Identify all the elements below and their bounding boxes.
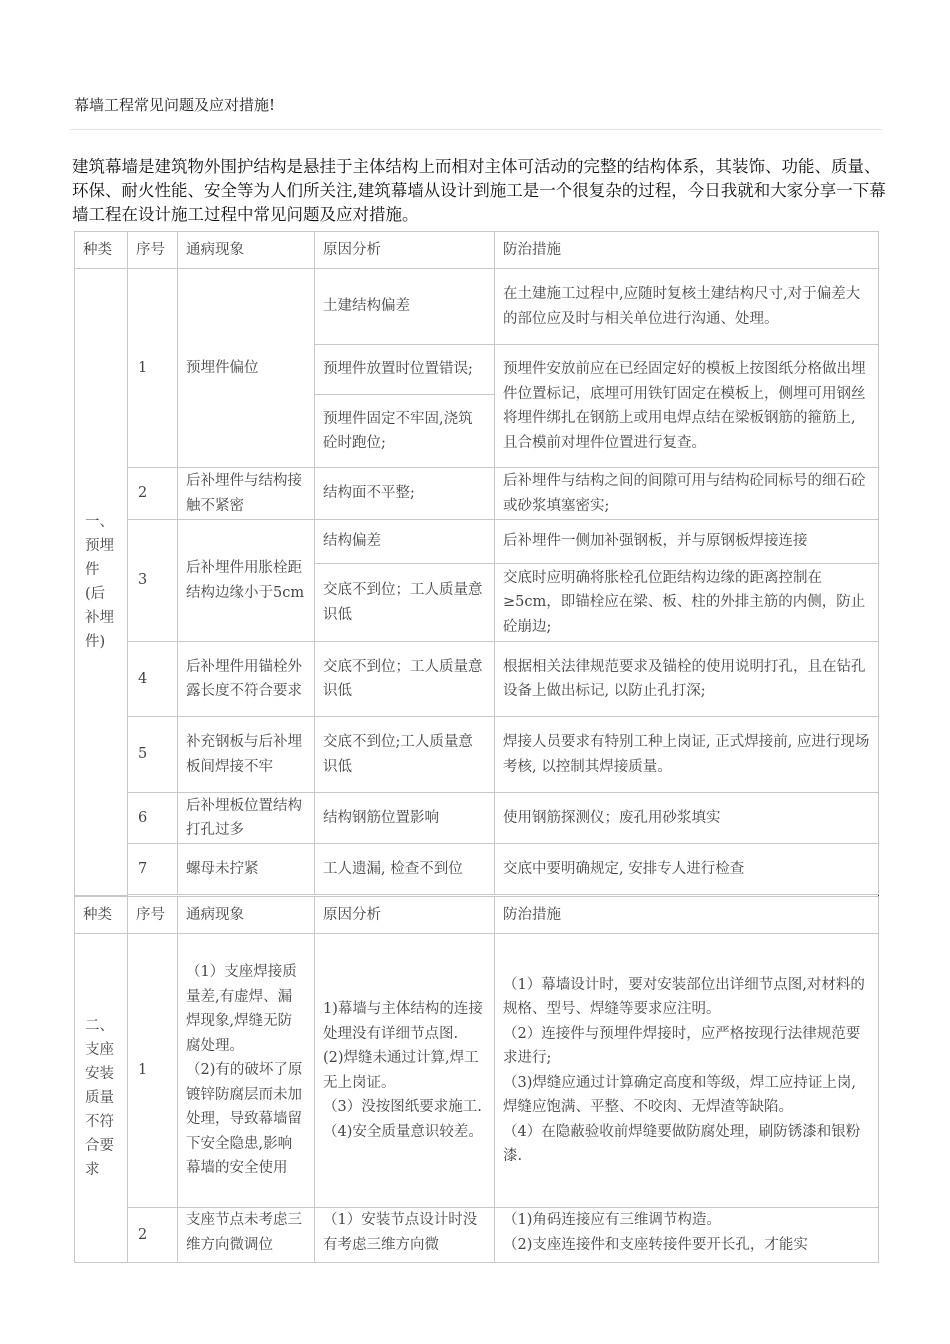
cause-cell: 结构面不平整; (315, 468, 495, 520)
table-header-row (75, 897, 879, 934)
page-title: 幕墙工程常见问题及应对措施! (74, 96, 276, 114)
cause-cell: 预埋件固定不牢固,浇筑砼时跑位; (315, 395, 495, 468)
measure-cell: 后补埋件与结构之间的间隙可用与结构砼同标号的细石砼或砂浆填塞密实; (495, 468, 879, 520)
cause-cell: 交底不到位；工人质量意识低 (315, 564, 495, 642)
table-row (75, 269, 879, 345)
measure-cell: 使用钢筋探测仪；废孔用砂浆填实 (495, 793, 879, 844)
table-row (75, 468, 879, 520)
row-no: 2 (128, 468, 178, 520)
cause-cell: 交底不到位；工人质量意识低 (315, 642, 495, 717)
row-no: 4 (128, 642, 178, 717)
row-no: 5 (128, 717, 178, 793)
cause-cell: 交底不到位;工人质量意识低 (315, 717, 495, 793)
header-category: 种类 (75, 232, 128, 269)
row-no: 2 (128, 1208, 178, 1263)
cause-cell: 工人遗漏, 检查不到位 (315, 844, 495, 895)
header-category: 种类 (75, 897, 128, 934)
measure-cell: 交底中要明确规定, 安排专人进行检查 (495, 844, 879, 895)
intro-paragraph: 建筑幕墙是建筑物外围护结构是悬挂于主体结构上而相对主体可活动的完整的结构体系，其装饰、功能、质量、环保、耐火性能、安全等为人们所关注,建筑幕墙从设计到施工是一个很复杂的过程，今日我就和大家分享一下幕墙工程在设计施工过程中常见问题及应对措施。 (72, 157, 886, 224)
table-row (75, 793, 879, 844)
measure-cell: 后补埋件一侧加补强钢板，并与原钢板焊接连接 (495, 520, 879, 564)
table-row (75, 844, 879, 895)
cause-cell: （1）安装节点设计时没有考虑三维方向微 (315, 1208, 495, 1263)
measure-cell: （1）幕墙设计时，要对安装部位出详细节点图,对材料的规格、型号、焊缝等要求应注明。 （2）连接件与预埋件焊接时，应严格按现行法律规范要求进行; （3)焊缝应通过计算确定高度和等级，焊工应持证上岗,焊缝应饱满、平整、不咬肉、无焊渣等缺陷。 （4）在隐蔽验收前焊缝要做防腐处理，刷防锈漆和银粉漆. (495, 934, 879, 1208)
symptom-cell: 后补埋件用锚栓外露长度不符合要求 (178, 642, 315, 717)
header-cause: 原因分析 (315, 232, 495, 269)
category-cell: 二、支座安装质量不符合要求 (75, 934, 128, 1263)
symptom-cell: 后补埋件与结构接触不紧密 (178, 468, 315, 520)
header-symptom: 通病现象 (178, 232, 315, 269)
measure-cell: （1)角码连接应有三维调节构造。 （2)支座连接件和支座转接件要开长孔，才能实 (495, 1208, 879, 1263)
defects-table-embedded-parts (74, 231, 879, 896)
symptom-cell: 螺母未拧紧 (178, 844, 315, 895)
defects-table-support-installation (74, 896, 879, 1263)
row-no: 3 (128, 520, 178, 642)
header-measure: 防治措施 (495, 897, 879, 934)
measure-cell: 交底时应明确将胀栓孔位距结构边缘的距离控制在≥5cm，即锚栓应在梁、板、柱的外排主筋的内侧，防止砼崩边; (495, 564, 879, 642)
cause-cell: 结构偏差 (315, 520, 495, 564)
cause-cell: 预埋件放置时位置错误; (315, 345, 495, 395)
row-no: 7 (128, 844, 178, 895)
symptom-cell: 支座节点未考虑三维方向微调位 (178, 1208, 315, 1263)
table-header-row (75, 232, 879, 269)
title-divider (70, 129, 882, 130)
measure-cell: 在土建施工过程中,应随时复核土建结构尺寸,对于偏差大的部位应及时与相关单位进行沟通、处理。 (495, 269, 879, 345)
header-cause: 原因分析 (315, 897, 495, 934)
symptom-cell: 后补埋件用胀栓距结构边缘小于5cm (178, 520, 315, 642)
symptom-cell: 后补埋板位置结构打孔过多 (178, 793, 315, 844)
table-row (75, 1208, 879, 1263)
measure-cell: 根据相关法律规范要求及锚栓的使用说明打孔，且在钻孔设备上做出标记, 以防止孔打深; (495, 642, 879, 717)
row-no: 1 (128, 934, 178, 1208)
header-measure: 防治措施 (495, 232, 879, 269)
measure-cell: 预埋件安放前应在已经固定好的模板上按图纸分格做出埋件位置标记，底埋可用铁钉固定在模板上，侧埋可用钢丝将埋件绑扎在钢筋上或用电焊点结在梁板钢筋的箍筋上,且合模前对埋件位置进行复查。 (495, 345, 879, 468)
header-no: 序号 (128, 232, 178, 269)
header-no: 序号 (128, 897, 178, 934)
symptom-cell: （1）支座焊接质量差,有虚焊、漏焊现象,焊缝无防腐处理。 （2)有的破坏了原镀锌防腐层而未加处理，导致幕墙留下安全隐患,影响幕墙的安全使用 (178, 934, 315, 1208)
symptom-cell: 预埋件偏位 (178, 269, 315, 468)
table-row (75, 520, 879, 564)
symptom-cell: 补充钢板与后补埋板间焊接不牢 (178, 717, 315, 793)
measure-cell: 焊接人员要求有特别工种上岗证, 正式焊接前, 应进行现场考核, 以控制其焊接质量。 (495, 717, 879, 793)
table-row (75, 717, 879, 793)
cause-cell: 土建结构偏差 (315, 269, 495, 345)
category-cell: 一、预埋件(后补埋件) (75, 269, 128, 896)
row-no: 6 (128, 793, 178, 844)
table-row (75, 934, 879, 1208)
cause-cell: 结构钢筋位置影响 (315, 793, 495, 844)
cause-cell: 1)幕墙与主体结构的连接处理没有详细节点图. (2)焊缝未通过计算,焊工无上岗证。 （3）没按图纸要求施工. （4)安全质量意识较差。 (315, 934, 495, 1208)
row-no: 1 (128, 269, 178, 468)
table-row (75, 642, 879, 717)
header-symptom: 通病现象 (178, 897, 315, 934)
